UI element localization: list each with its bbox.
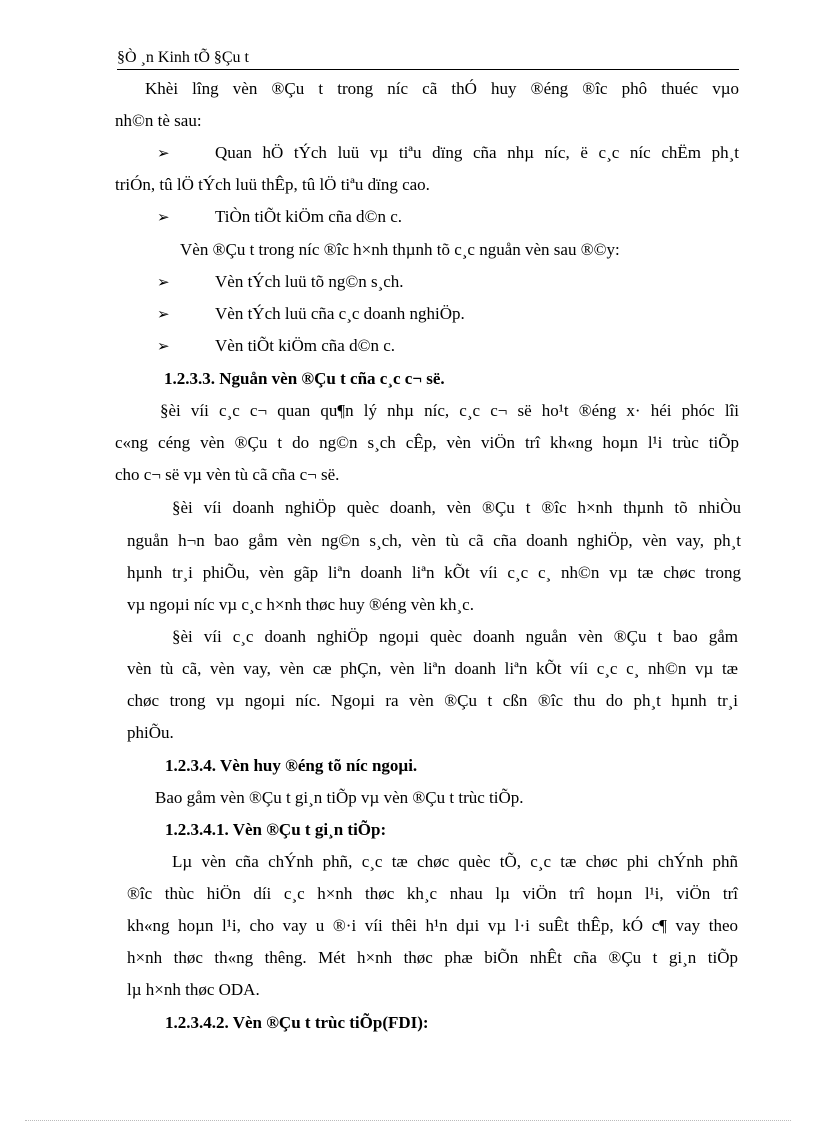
bullet-text: Vèn tiÕt kiÖm cña d©n c. — [215, 336, 396, 355]
bullet-arrow-icon: ➢ — [157, 144, 170, 162]
paragraph-line: c«ng céng vèn ®Çu t do ng©n s¸ch cÊp, vèn viÖn trî kh«ng hoµn l¹i trùc tiÕp — [115, 433, 739, 452]
section-heading: 1.2.3.4.2. Vèn ®Çu t trùc tiÕp(FDI): — [165, 1013, 429, 1032]
paragraph-line: Bao gåm vèn ®Çu t gi¸n tiÕp vµ vèn ®Çu t trùc tiÕp. — [155, 788, 524, 807]
paragraph-line: cho c¬ së vµ vèn tù cã cña c¬ së. — [115, 465, 340, 484]
footer-divider — [25, 1120, 791, 1121]
paragraph-line: chøc trong vµ ngoµi níc. Ngoµi ra vèn ®Çu t cßn ®îc thu do ph¸t hµnh tr¸i — [127, 691, 738, 710]
paragraph-line: phiÕu. — [127, 723, 174, 742]
bullet-text: Vèn tÝch luü cña c¸c doanh nghiÖp. — [215, 304, 465, 323]
running-header: §Ò ¸n Kinh tÕ §Çu t — [117, 49, 739, 70]
bullet-text: Quan hÖ tÝch luü vµ tiªu dïng cña nhµ níc, ë c¸c níc chËm ph¸t — [215, 143, 739, 162]
paragraph-line: nh©n tè sau: — [115, 111, 202, 130]
paragraph-line: nguån h¬n bao gåm vèn ng©n s¸ch, vèn tù cã cña doanh nghiÖp, vèn vay, ph¸t — [127, 531, 741, 550]
bullet-text: Vèn tÝch luü tõ ng©n s¸ch. — [215, 272, 404, 291]
paragraph-line: ®îc thùc hiÖn díi c¸c h×nh thøc kh¸c nhau lµ viÖn trî hoµn l¹i, viÖn trî — [127, 884, 738, 903]
paragraph-line: §èi víi c¸c c¬ quan qu¶n lý nhµ níc, c¸c c¬ së ho¹t ®éng x· héi phóc lîi — [160, 401, 739, 420]
paragraph-line: Vèn ®Çu t trong níc ®îc h×nh thµnh tõ c¸c nguån vèn sau ®©y: — [180, 240, 620, 259]
bullet-arrow-icon: ➢ — [157, 337, 170, 355]
paragraph-line: lµ h×nh thøc ODA. — [127, 980, 260, 999]
paragraph-line: vèn tù cã, vèn vay, vèn cæ phÇn, vèn liªn doanh liªn kÕt víi c¸c c¸ nh©n vµ tæ — [127, 659, 738, 678]
bullet-text: triÓn, tû lÖ tÝch luü thÊp, tû lÖ tiªu dïng cao. — [115, 175, 430, 194]
section-heading: 1.2.3.3. Nguån vèn ®Çu t cña c¸c c¬ së. — [164, 369, 445, 388]
bullet-text: TiÒn tiÕt kiÖm cña d©n c. — [215, 207, 403, 226]
section-heading: 1.2.3.4.1. Vèn ®Çu t gi¸n tiÕp: — [165, 820, 387, 839]
paragraph-line: kh«ng hoµn l¹i, cho vay u ®·i víi thêi h¹n dµi vµ l·i suÊt thÊp, kÓ c¶ vay theo — [127, 916, 738, 935]
paragraph-line: §èi víi c¸c doanh nghiÖp ngoµi quèc doanh nguån vèn ®Çu t bao gåm — [172, 627, 738, 646]
paragraph-line: Lµ vèn cña chÝnh phñ, c¸c tæ chøc quèc tÕ, c¸c tæ chøc phi chÝnh phñ — [172, 852, 738, 871]
paragraph-line: h×nh thøc th«ng thêng. Mét h×nh thøc phæ biÕn nhÊt cña ®Çu t gi¸n tiÕp — [127, 948, 738, 967]
paragraph-line: §èi víi doanh nghiÖp quèc doanh, vèn ®Çu t ®îc h×nh thµnh tõ nhiÒu — [172, 498, 741, 517]
section-heading: 1.2.3.4. Vèn huy ®éng tõ níc ngoµi. — [165, 756, 418, 775]
bullet-arrow-icon: ➢ — [157, 208, 170, 226]
paragraph-line: hµnh tr¸i phiÕu, vèn gãp liªn doanh liªn kÕt víi c¸c c¸ nh©n vµ tæ chøc trong — [127, 563, 741, 582]
bullet-arrow-icon: ➢ — [157, 273, 170, 291]
paragraph-line: vµ ngoµi níc vµ c¸c h×nh thøc huy ®éng vèn kh¸c. — [127, 595, 474, 614]
paragraph-line: Khèi lîng vèn ®Çu t trong níc cã thÓ huy ®éng ®îc phô thuéc vµo — [145, 79, 739, 98]
bullet-arrow-icon: ➢ — [157, 305, 170, 323]
